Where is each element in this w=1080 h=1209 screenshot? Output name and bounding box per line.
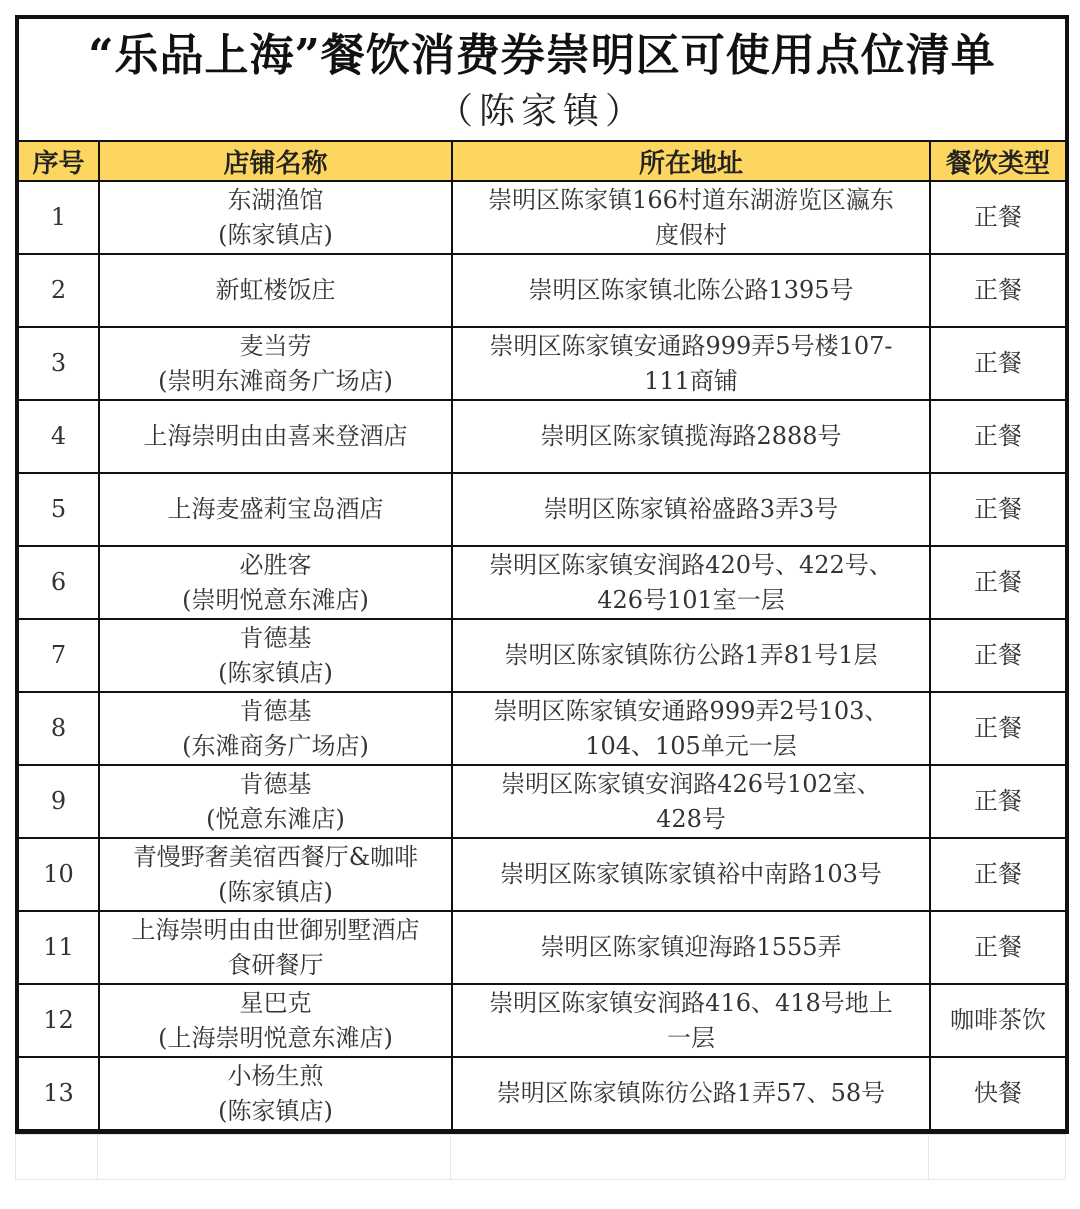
dining-type-cell: 正餐 [930,327,1067,400]
store-name-cell [99,984,452,1057]
address-cell [452,838,930,911]
table-row [17,473,1067,546]
table-row [17,327,1067,400]
title-cell [17,17,1067,141]
address-line-1: 崇明区陈家镇裕盛路3弄3号 [543,495,839,523]
store-name: 星巴克 [239,988,312,1017]
store-name-cell [99,692,452,765]
table-header-row [17,141,1067,181]
store-branch: (陈家镇店) [218,220,333,249]
address-cell [452,181,930,254]
address-line-1: 崇明区陈家镇166村道东湖游览区瀛东 [488,185,894,214]
address-line-1: 崇明区陈家镇迎海路1555弄 [540,933,842,961]
empty-cell [929,1135,1066,1180]
address-line-1: 崇明区陈家镇陈家镇裕中南路103号 [500,860,882,888]
address-line-2: 428号 [656,804,726,833]
address-cell [452,1057,930,1132]
store-name: 麦当劳 [239,331,312,360]
dining-type-cell: 正餐 [930,765,1067,838]
address-line-1: 崇明区陈家镇安润路426号102室、 [501,769,881,798]
store-name-cell [99,473,452,546]
dining-type-cell: 咖啡茶饮 [930,984,1067,1057]
row-index: 12 [17,984,99,1057]
table-row [17,765,1067,838]
dining-type-cell: 快餐 [930,1057,1067,1132]
store-branch: (崇明悦意东滩店) [182,585,369,614]
address-line-1: 崇明区陈家镇安润路416、418号地上 [489,988,893,1017]
address-line-1: 崇明区陈家镇安通路999弄2号103、 [493,696,889,725]
row-index: 8 [17,692,99,765]
page-title: “乐品上海”餐饮消费券崇明区可使用点位清单 [88,29,996,81]
store-name-cell [99,1057,452,1132]
table-row [17,838,1067,911]
address-cell [452,765,930,838]
store-name: 东湖渔馆 [227,185,324,214]
row-index: 7 [17,619,99,692]
dining-type-cell: 正餐 [930,619,1067,692]
outlet-list-table [15,15,1069,1134]
table-row [17,181,1067,254]
row-index: 11 [17,911,99,984]
store-name: 上海崇明由由喜来登酒店 [143,422,408,450]
address-line-1: 崇明区陈家镇安润路420号、422号、 [489,550,893,579]
address-cell [452,546,930,619]
dining-type-cell: 正餐 [930,473,1067,546]
dining-type-cell: 正餐 [930,911,1067,984]
address-cell [452,692,930,765]
column-header-index: 序号 [17,141,99,181]
store-name-cell [99,619,452,692]
store-name-cell [99,765,452,838]
row-index: 9 [17,765,99,838]
store-branch: (崇明东滩商务广场店) [158,366,393,395]
store-name-cell [99,911,452,984]
address-cell [452,911,930,984]
table-row [17,911,1067,984]
address-line-1: 崇明区陈家镇揽海路2888号 [540,422,842,450]
address-line-2: 426号101室一层 [597,585,785,614]
table-row [17,400,1067,473]
store-name: 青慢野奢美宿西餐厅&咖啡 [132,842,419,871]
row-index: 10 [17,838,99,911]
store-branch: (陈家镇店) [218,877,333,906]
store-branch: (陈家镇店) [218,658,333,687]
store-name: 必胜客 [239,550,312,579]
address-cell [452,473,930,546]
address-cell [452,984,930,1057]
row-index: 2 [17,254,99,327]
address-line-1: 崇明区陈家镇陈彷公路1弄81号1层 [504,641,878,669]
address-line-2: 一层 [667,1023,715,1052]
dining-type-cell: 正餐 [930,254,1067,327]
store-name: 肯德基 [239,623,312,652]
table-row [17,1057,1067,1132]
store-name: 上海麦盛莉宝岛酒店 [167,495,384,523]
row-index: 13 [17,1057,99,1132]
store-name-cell [99,254,452,327]
dining-type-cell: 正餐 [930,181,1067,254]
dining-type-cell: 正餐 [930,400,1067,473]
address-line-2: 111商铺 [644,366,738,395]
spreadsheet [15,15,1065,1180]
store-name: 新虹楼饭庄 [215,276,336,304]
store-branch: (陈家镇店) [218,1096,333,1125]
page-subtitle: （陈家镇） [436,90,647,132]
store-name: 上海崇明由由世御别墅酒店 [131,915,420,944]
store-name: 肯德基 [239,769,312,798]
column-header-store-name: 店铺名称 [99,141,452,181]
row-index: 3 [17,327,99,400]
address-cell [452,400,930,473]
column-header-type: 餐饮类型 [930,141,1067,181]
table-row [17,692,1067,765]
row-index: 6 [17,546,99,619]
store-name: 肯德基 [239,696,312,725]
store-branch: 食研餐厅 [227,950,324,979]
address-line-1: 崇明区陈家镇陈彷公路1弄57、58号 [496,1079,886,1107]
title-row [17,17,1067,141]
row-index: 5 [17,473,99,546]
address-cell [452,327,930,400]
column-header-address: 所在地址 [452,141,930,181]
empty-cell [98,1135,451,1180]
store-name-cell [99,327,452,400]
empty-cell [451,1135,929,1180]
table-body [17,181,1067,1132]
empty-grid-row [15,1134,1066,1180]
address-cell [452,619,930,692]
table-row [17,984,1067,1057]
store-branch: (悦意东滩店) [206,804,345,833]
table-row [17,546,1067,619]
table-row [17,254,1067,327]
dining-type-cell: 正餐 [930,546,1067,619]
address-line-2: 度假村 [655,220,727,249]
store-branch: (东滩商务广场店) [182,731,369,760]
dining-type-cell: 正餐 [930,838,1067,911]
table-row [17,619,1067,692]
store-name-cell [99,181,452,254]
address-line-1: 崇明区陈家镇北陈公路1395号 [528,276,854,304]
store-name-cell [99,400,452,473]
store-branch: (上海崇明悦意东滩店) [158,1023,393,1052]
address-cell [452,254,930,327]
store-name: 小杨生煎 [227,1061,324,1090]
row-index: 4 [17,400,99,473]
address-line-2: 104、105单元一层 [585,731,797,760]
dining-type-cell: 正餐 [930,692,1067,765]
empty-cell [16,1135,98,1180]
address-line-1: 崇明区陈家镇安通路999弄5号楼107- [489,331,893,360]
store-name-cell [99,546,452,619]
row-index: 1 [17,181,99,254]
store-name-cell [99,838,452,911]
